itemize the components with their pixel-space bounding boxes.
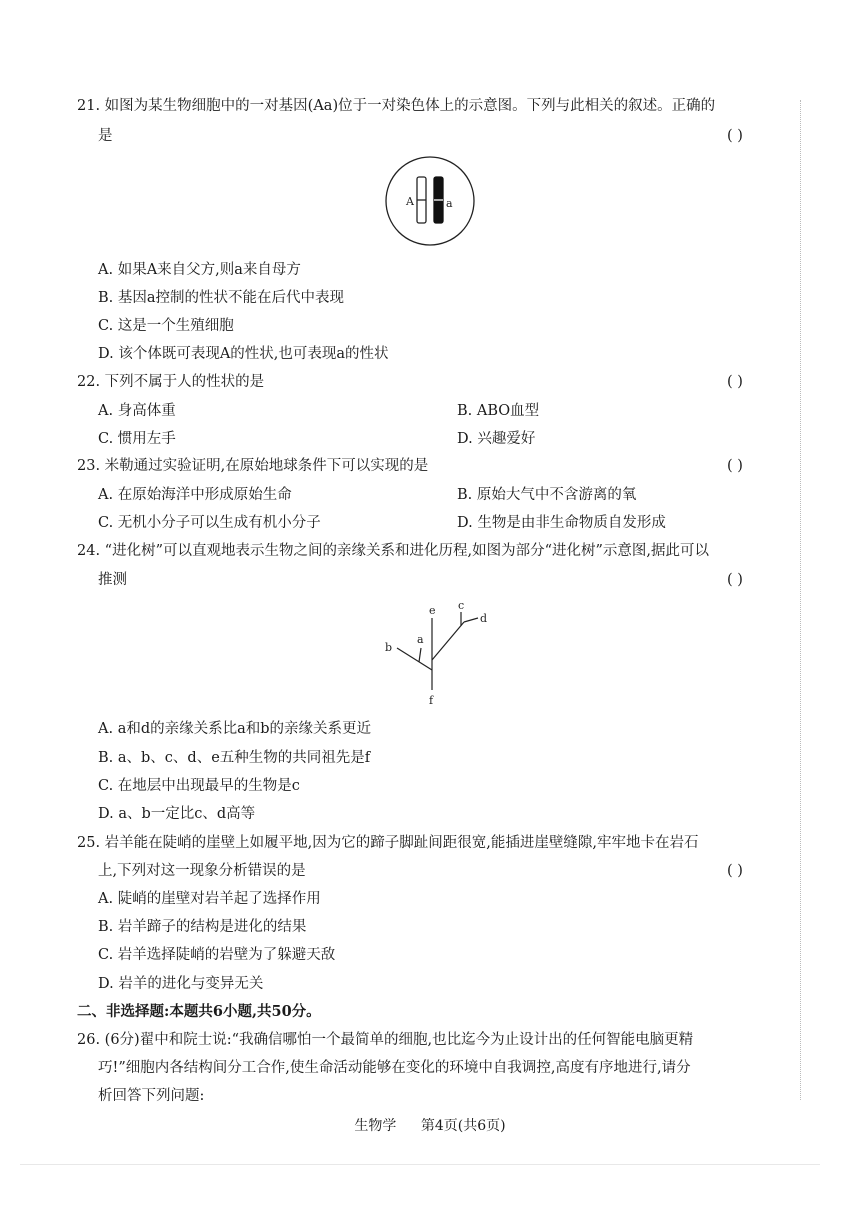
tree-label-b: b (385, 641, 393, 654)
q24-option-d: D. a、b一定比c、d高等 (98, 806, 256, 822)
q23-option-b: B. 原始大气中不含游离的氧 (457, 487, 637, 503)
q25-option-a: A. 陡峭的崖壁对岩羊起了选择作用 (98, 891, 321, 907)
q24-option-c: C. 在地层中出现最早的生物是c (98, 778, 300, 794)
q22-option-c: C. 惯用左手 (98, 431, 176, 447)
q21-option-d: D. 该个体既可表现A的性状,也可表现a的性状 (98, 346, 389, 362)
section2-heading: 二、非选择题:本题共6小题,共50分。 (77, 1003, 321, 1020)
footer-page-number: 第4页(共6页) (420, 1118, 506, 1134)
q23-stem: 23. 米勒通过实验证明,在原始地球条件下可以实现的是 (77, 458, 429, 474)
q21-option-b: B. 基因a控制的性状不能在后代中表现 (98, 290, 345, 306)
q26-line3: 析回答下列问题: (98, 1088, 205, 1104)
gene-label-lower: a (446, 197, 453, 210)
q21-option-c: C. 这是一个生殖细胞 (98, 318, 234, 334)
q21-answer-paren: ( ) (727, 128, 743, 144)
q23-option-c: C. 无机小分子可以生成有机小分子 (98, 515, 321, 531)
footer-subject: 生物学 (354, 1118, 397, 1134)
tree-label-f: f (429, 694, 434, 707)
q24-answer-paren: ( ) (727, 572, 743, 588)
q25-option-b: B. 岩羊蹄子的结构是进化的结果 (98, 919, 307, 935)
page-binding-edge (800, 100, 801, 1100)
page-footer (0, 1115, 860, 1135)
q24-stem-line2: 推测 (98, 572, 127, 588)
q23-option-a: A. 在原始海洋中形成原始生命 (98, 487, 292, 503)
tree-label-e: e (429, 604, 436, 617)
q26-line2: 巧!”细胞内各结构间分工合作,使生命活动能够在变化的环境中自我调控,高度有序地进行,请分 (98, 1060, 691, 1076)
q23-option-d: D. 生物是由非生命物质自发形成 (457, 515, 666, 531)
tree-label-d: d (480, 612, 488, 625)
q22-stem: 22. 下列不属于人的性状的是 (77, 374, 265, 390)
tree-label-a: a (417, 633, 424, 646)
q23-answer-paren: ( ) (727, 458, 743, 474)
q21-option-a: A. 如果A来自父方,则a来自母方 (98, 262, 301, 278)
q25-stem-line1: 25. 岩羊能在陡峭的崖壁上如履平地,因为它的蹄子脚趾间距很宽,能插进崖壁缝隙,牢牢地卡在岩石 (77, 835, 699, 851)
tree-label-c: c (458, 599, 465, 612)
q25-stem-line2: 上,下列对这一现象分析错误的是 (98, 863, 306, 879)
q22-answer-paren: ( ) (727, 374, 743, 390)
q22-option-d: D. 兴趣爱好 (457, 431, 536, 447)
q22-option-a: A. 身高体重 (98, 403, 176, 419)
evolution-tree-figure (380, 598, 500, 710)
q25-answer-paren: ( ) (727, 863, 743, 879)
q24-option-b: B. a、b、c、d、e五种生物的共同祖先是f (98, 750, 371, 766)
gene-label-upper: A (406, 195, 414, 208)
chromosome-figure (385, 154, 475, 249)
q24-stem-line1: 24. “进化树”可以直观地表示生物之间的亲缘关系和进化历程,如图为部分“进化树”示意图,据此可以 (77, 543, 710, 559)
q21-stem-line1: 21. 如图为某生物细胞中的一对基因(Aa)位于一对染色体上的示意图。下列与此相关的叙述。正确的 (77, 98, 716, 114)
q25-option-d: D. 岩羊的进化与变异无关 (98, 976, 264, 992)
q22-option-b: B. ABO血型 (457, 403, 540, 419)
page-bottom-rule (20, 1164, 820, 1165)
q25-option-c: C. 岩羊选择陡峭的岩壁为了躲避天敌 (98, 947, 336, 963)
q21-stem-line2: 是 (98, 128, 113, 144)
q26-line1: 26. (6分)翟中和院士说:“我确信哪怕一个最简单的细胞,也比迄今为止设计出的任何智能电脑更精 (77, 1032, 694, 1048)
q24-option-a: A. a和d的亲缘关系比a和b的亲缘关系更近 (98, 721, 372, 737)
